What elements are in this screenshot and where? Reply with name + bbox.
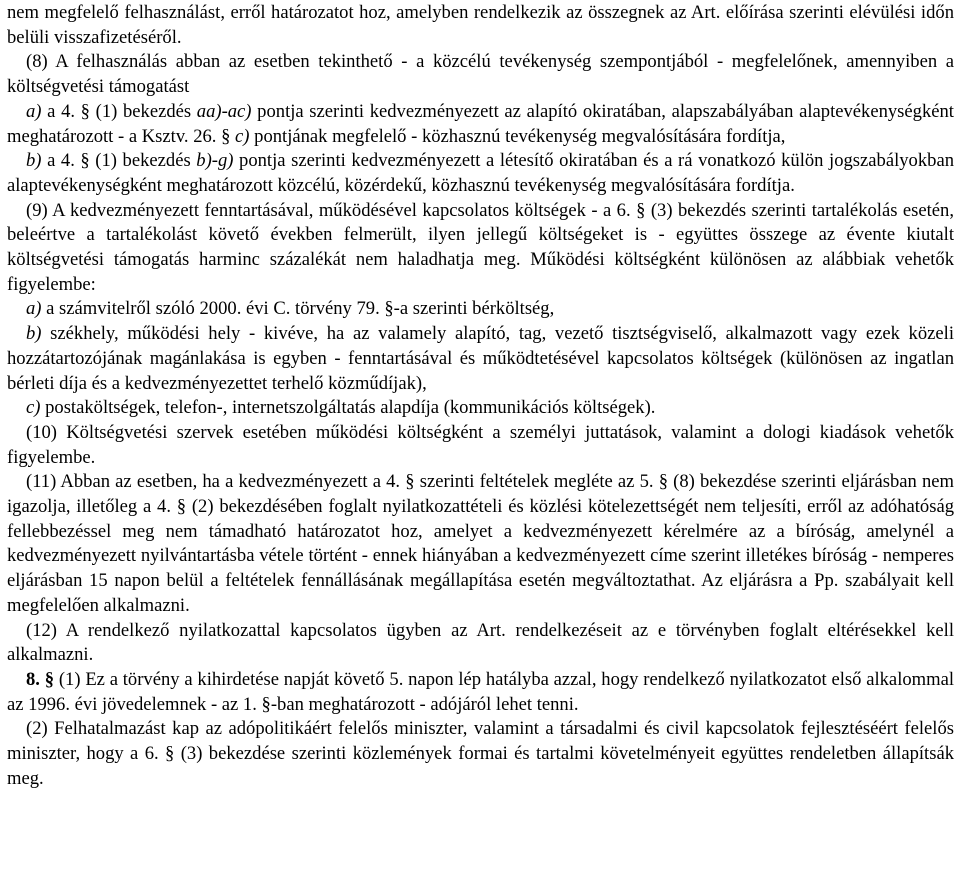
text-run: (11) Abban az esetben, ha a kedvezményezett a 4. § szerinti feltételek megléte az 5. § (8) bekezdése szerinti eljárásban nem igazolja, illetőleg a 4. § (2) bekezdésében foglalt nyilatkozattételi és közlési kötelezettségét nem teljesíti, erről az adóhatóság fellebbezéssel meg nem támadható határozatot hoz, amelyet a kedvezményezett kérelmére az a bíróság, amelynél a kedvezményezett nyilvántartásba vétele történt - ennek hiányában a kedvezményezett címe szerint illetékes bíróság - nemperes eljárásban 15 napon belül a feltételek fennállásának megállapítása esetén megváltoztathat. Az eljárásra a Pp. szabályait kell megfelelően alkalmazni. <box>7 471 954 616</box>
text-run: (10) Költségvetési szervek esetében működési költségként a személyi juttatások, valamint a dologi kiadások vehetők figyelembe. <box>7 421 954 468</box>
italic-text-run: c) <box>26 397 41 419</box>
text-run: (12) A rendelkező nyilatkozattal kapcsolatos ügyben az Art. rendelkezéseit az e törvényben foglalt eltérésekkel kell alkalmazni. <box>7 619 954 666</box>
text-run: pontja szerinti kedvezményezett az alapító okiratában, alapszabályában alaptevékenységként meghatározott - a Ksztv. 26. § <box>7 100 954 147</box>
paragraph <box>7 149 954 198</box>
text-run: székhely, működési hely - kivéve, ha az valamely alapító, tag, vezető tisztségviselő, alkalmazott vagy ezek közeli hozzátartozójának magánlakása is egyben - fenntartásával és működtetésével kapcsolatos költségek (különösen az ingatlan bérleti díja és a kedvezményezettet terhelő közműdíjak), <box>7 323 954 394</box>
text-run: (2) Felhatalmazást kap az adópolitikáért felelős miniszter, valamint a társadalmi és civil kapcsolatok fejlesztéséért felelős miniszter, hogy a 6. § (3) bekezdése szerinti közlemények formai és tartalmi követelményeit együttes rendeletben állapítsák meg. <box>7 718 954 789</box>
italic-text-run: aa)-ac) <box>196 100 252 122</box>
paragraph <box>7 1 954 50</box>
paragraph <box>7 297 954 322</box>
paragraph <box>7 421 954 470</box>
text-run: a 4. § (1) bekezdés <box>41 100 197 122</box>
text-run: (9) A kedvezményezett fenntartásával, működésével kapcsolatos költségek - a 6. § (3) bekezdés szerinti tartalékolás esetén, beleértve a tartalékolást követő években felmerült, ilyen jellegű költségeket is - együttes összege az évente kiutalt költségvetési támogatás harminc százalékát nem haladhatja meg. Működési költségként különösen az alábbiak vehetők figyelembe: <box>7 199 954 295</box>
text-run: (1) Ez a törvény a kihirdetése napját követő 5. napon lép hatályba azzal, hogy rendelkező nyilatkozatot első alkalommal az 1996. évi jövedelemnek - az 1. §-ban meghatározott - adójáról lehet tenni. <box>7 668 954 715</box>
paragraph <box>7 717 954 791</box>
italic-text-run: b)-g) <box>196 150 234 172</box>
text-run: a 4. § (1) bekezdés <box>41 150 197 172</box>
paragraph <box>7 396 954 421</box>
text-run: (8) A felhasználás abban az esetben tekinthető - a közcélú tevékenység szempontjából - megfelelőnek, amennyiben a költségvetési támogatást <box>7 51 954 98</box>
text-run: pontjának megfelelő - közhasznú tevékenység megvalósítására fordítja, <box>249 125 786 147</box>
italic-text-run: c) <box>235 125 250 147</box>
italic-text-run: a) <box>26 298 42 320</box>
text-run: postaköltségek, telefon-, internetszolgáltatás alapdíja (kommunikációs költségek). <box>40 397 656 419</box>
paragraph <box>7 668 954 717</box>
bold-text-run: 8. § <box>26 668 55 690</box>
paragraph <box>7 619 954 668</box>
paragraph <box>7 50 954 99</box>
paragraph <box>7 470 954 618</box>
text-run: pontja szerinti kedvezményezett a létesítő okiratában és a rá vonatkozó külön jogszabályokban alaptevékenységként meghatározott közcélú, közérdekű, közhasznú tevékenység megvalósítására fordítja. <box>7 150 954 196</box>
paragraph <box>7 199 954 298</box>
italic-text-run: a) <box>26 100 42 122</box>
paragraph <box>7 100 954 149</box>
paragraph <box>7 322 954 396</box>
italic-text-run: b) <box>26 150 42 172</box>
italic-text-run: b) <box>26 323 42 345</box>
text-run: a számvitelről szóló 2000. évi C. törvény 79. §-a szerinti bérköltség, <box>41 298 555 320</box>
text-run: nem megfelelő felhasználást, erről határozatot hoz, amelyben rendelkezik az összegnek az Art. előírása szerinti elévülési időn belüli visszafizetéséről. <box>7 2 954 48</box>
